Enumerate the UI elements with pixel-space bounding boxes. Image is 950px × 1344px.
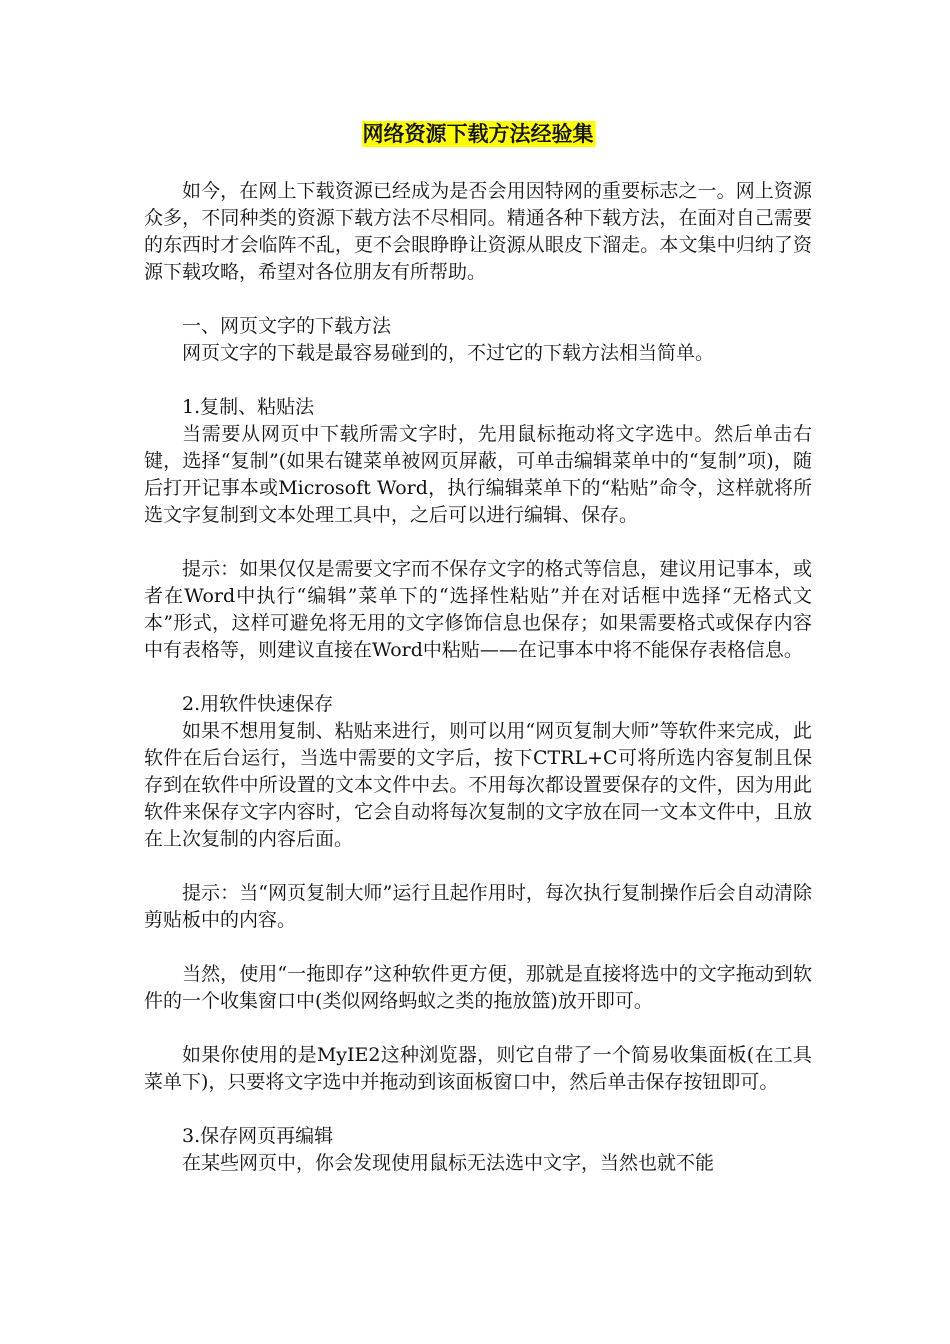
paragraph: 提示：如果仅仅是需要文字而不保存文字的格式等信息，建议用记事本，或者在Word中执行“编辑”菜单下的“选择性粘贴”并在对话框中选择“无格式文本”形式，这样可避免将无用的文字修饰信息也保存；如果需要格式或保存内容中有表格等，则建议直接在Word中粘贴——在记事本中将不能保存表格信息。 [144,558,812,661]
document-page [144,118,812,1177]
paragraph: 3.保存网页再编辑 [182,1125,334,1147]
paragraph-spacer [144,286,812,313]
paragraph: 如今，在网上下载资源已经成为是否会用因特网的重要标志之一。网上资源众多，不同种类的资源下载方法不尽相同。精通各种下载方法，在面对自己需要的东西时才会临阵不乱，更不会眼睁睁让资源从眼皮下溜走。本文集中归纳了资源下载攻略，希望对各位朋友有所帮助。 [144,180,812,283]
paragraph: 当需要从网页中下载所需文字时，先用鼠标拖动将文字选中。然后单击右键，选择“复制”(如果右键菜单被网页屏蔽，可单击编辑菜单中的“复制”项)，随后打开记事本或Microsoft Word，执行编辑菜单下的“粘贴”命令，这样就将所选文字复制到文本处理工具中，之后可以进行编辑、保存。 [144,423,812,526]
paragraph: 当然，使用“一拖即存”这种软件更方便，那就是直接将选中的文字拖动到软件的一个收集窗口中(类似网络蚂蚁之类的拖放篮)放开即可。 [144,963,812,1012]
paragraph-spacer [144,853,812,880]
document-title: 网络资源下载方法经验集 [362,121,594,146]
title-wrapper [144,118,812,154]
paragraph: 2.用软件快速保存 [182,693,334,715]
paragraph: 1.复制、粘贴法 [182,396,315,418]
paragraph: 如果你使用的是MyIE2这种浏览器，则它自带了一个简易收集面板(在工具菜单下)，只要将文字选中并拖动到该面板窗口中，然后单击保存按钮即可。 [144,1044,812,1093]
paragraph-spacer [144,529,812,556]
paragraph-spacer [144,664,812,691]
document-body [144,178,812,1177]
paragraph: 如果不想用复制、粘贴来进行，则可以用“网页复制大师”等软件来完成，此软件在后台运行，当选中需要的文字后，按下CTRL+C可将所选内容复制且保存到在软件中所设置的文本文件中去。不用每次都设置要保存的文件，因为用此软件来保存文字内容时，它会自动将每次复制的文字放在同一文本文件中，且放在上次复制的内容后面。 [144,720,812,850]
paragraph-spacer [144,1015,812,1042]
paragraph: 一、网页文字的下载方法 [182,315,392,337]
paragraph: 在某些网页中，你会发现使用鼠标无法选中文字，当然也就不能 [182,1152,715,1174]
paragraph-spacer [144,367,812,394]
paragraph: 提示：当“网页复制大师”运行且起作用时，每次执行复制操作后会自动清除剪贴板中的内容。 [144,882,812,931]
paragraph-spacer [144,934,812,961]
paragraph-spacer [144,1096,812,1123]
paragraph: 网页文字的下载是最容易碰到的，不过它的下载方法相当简单。 [182,342,715,364]
